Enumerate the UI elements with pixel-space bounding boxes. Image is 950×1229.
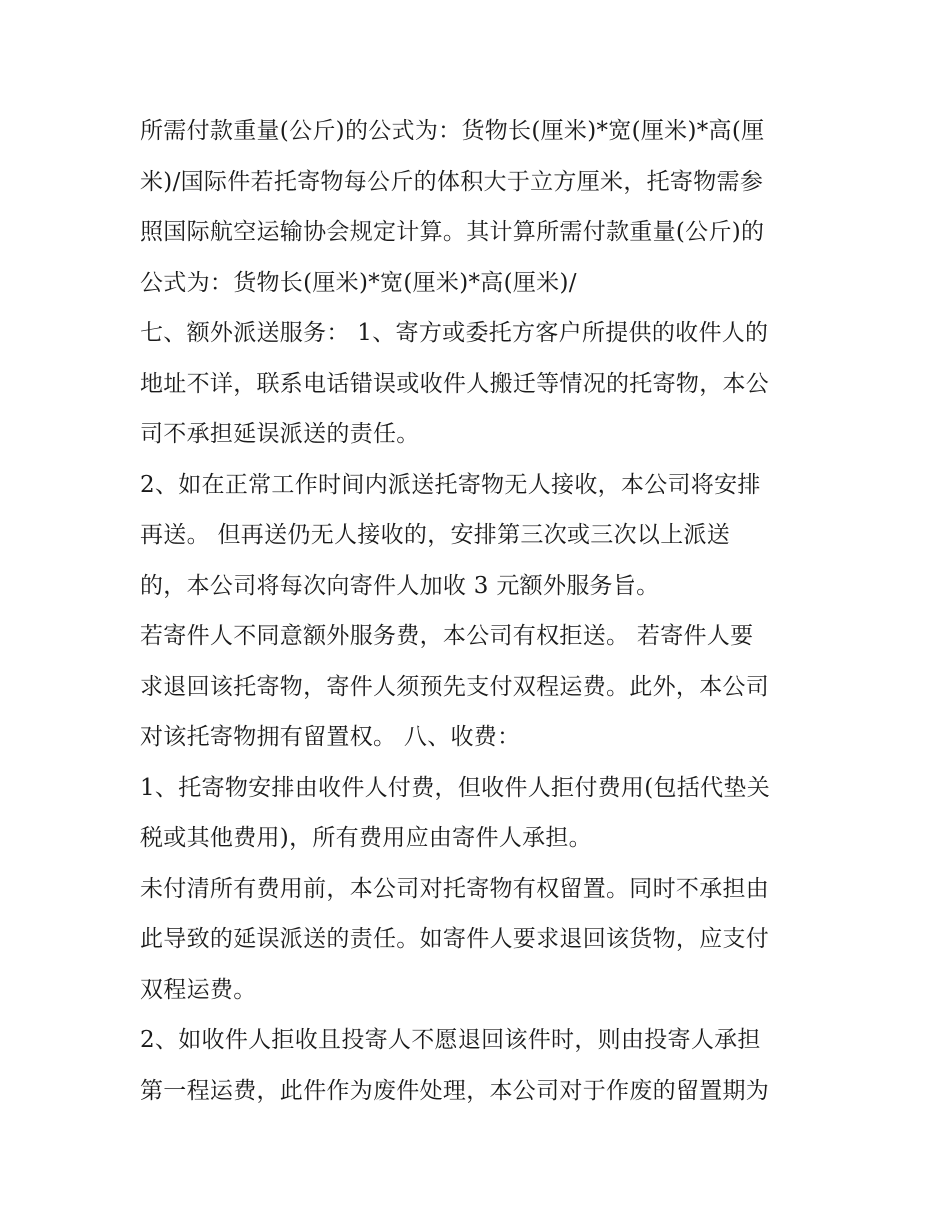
text-line: 未付清所有费用前，本公司对托寄物有权留置。同时不承担由 [140,875,770,902]
text-line: 税或其他费用)，所有费用应由寄件人承担。 [140,825,592,851]
text-line: 2、如收件人拒收且投寄人不愿退回该件时，则由投寄人承担 [140,1027,761,1053]
text-line: 此导致的延误派送的责任。如寄件人要求退回该货物，应支付 [140,926,770,952]
text-line: 第一程运费，此件作为废件处理，本公司对于作废的留置期为 [140,1077,770,1104]
text-line: 公式为：货物长(厘米)*宽(厘米)*高(厘米)/ [140,269,577,296]
text-line: 照国际航空运输协会规定计算。其计算所需付款重量(公斤)的 [140,219,765,245]
text-line: 2、如在正常工作时间内派送托寄物无人接收，本公司将安排 [140,471,761,498]
section-heading-line: 七、额外派送服务： 1、寄方或委托方客户所提供的收件人的 [140,320,769,346]
text-line: 双程运费。 [140,976,257,1003]
text-line: 1、托寄物安排由收件人付费，但收件人拒付费用(包括代垫关 [140,774,771,801]
text-line: 米)/国际件若托寄物每公斤的体积大于立方厘米，托寄物需参 [140,168,764,195]
text-line: 若寄件人不同意额外服务费，本公司有权拒送。 若寄件人要 [140,623,754,649]
document-body [140,106,812,1116]
text-line: 的，本公司将每次向寄件人加收 3 元额外服务旨。 [140,572,660,599]
text-line: 求退回该托寄物，寄件人须预先支付双程运费。此外，本公司 [140,673,770,700]
section-heading-line: 对该托寄物拥有留置权。 八、收费： [140,724,521,750]
text-line: 司不承担延误派送的责任。 [140,421,420,447]
text-line: 所需付款重量(公斤)的公式为：货物长(厘米)*宽(厘米)*高(厘 [140,118,765,144]
text-line: 再送。 但再送仍无人接收的，安排第三次或三次以上派送 [140,522,731,548]
text-line: 地址不详，联系电话错误或收件人搬迁等情况的托寄物，本公 [140,370,770,397]
